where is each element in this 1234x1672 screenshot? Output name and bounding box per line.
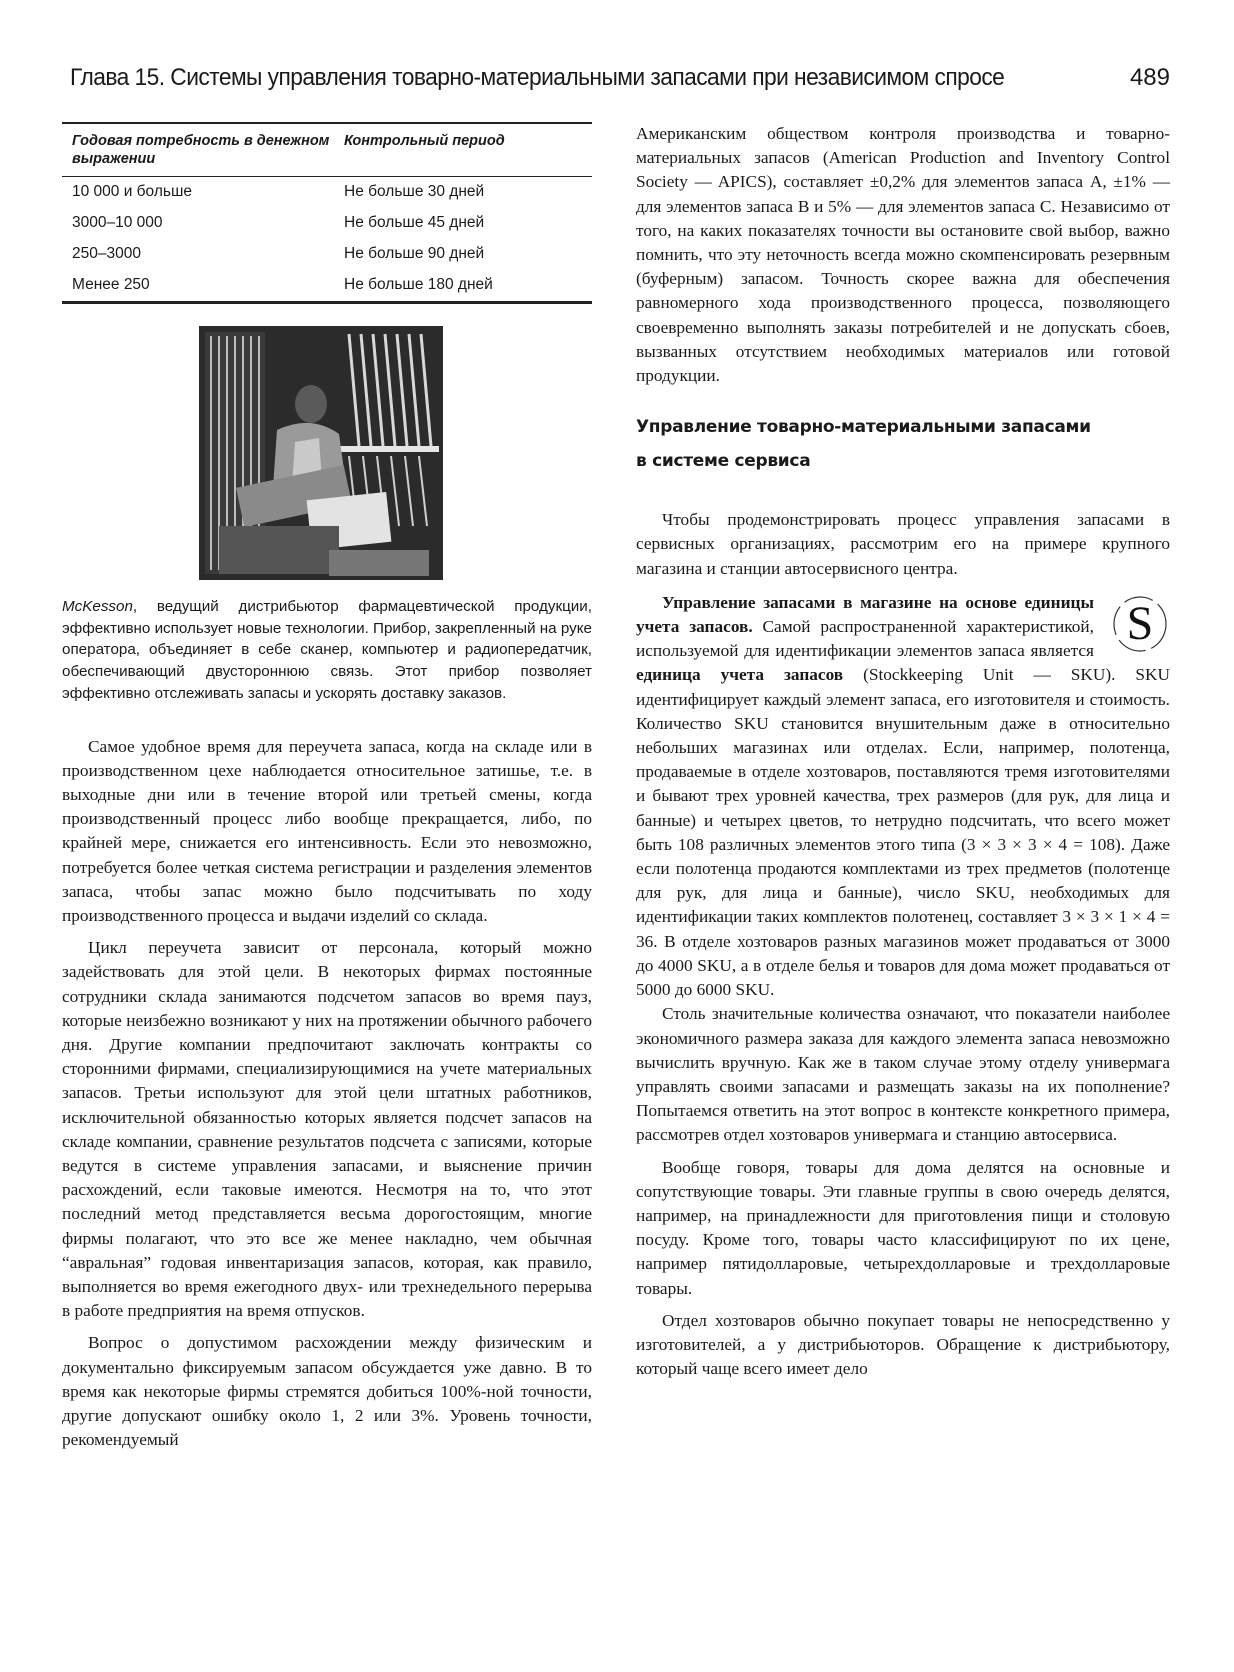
sku-lead: Управление запасами в магазине на основе единицы учета запасов. [636,592,1094,637]
chapter-title: Глава 15. Системы управления товарно-материальными запасами при независимом спросе [70,64,1005,91]
section-heading-line: в системе сервиса [636,451,811,472]
caption-company: McKesson [62,598,133,615]
table-header-period: Контрольный период [330,123,592,177]
table-row [62,177,592,209]
svg-text:S: S [1126,596,1154,650]
table-cell: Не больше 180 дней [344,276,493,293]
paragraph: Вопрос о допустимом расхождении между физическим и документально фиксируемым запасом обсуждается уже давно. В то время как некоторые фирмы стремятся добиться 100%-ной точности, другие допускают ошибку около 1, 2 или 3%. Уровень точности, рекомендуемый [62,1333,592,1450]
table-cell: Не больше 90 дней [344,245,485,262]
page-header [70,64,1170,104]
table-cell: 250–3000 [72,245,141,262]
table-cell: Менее 250 [72,276,150,293]
caption-text: , ведущий дистрибьютор фармацевтической продукции, эффективно использует новые технологии. Прибор, закрепленный на руке оператора, объединяет в себе сканер, компьютер и радиопередатчик, обеспечивающий двустороннюю связь. Этот прибор позволяет эффективно отслеживать запасы и ускорять доставку заказов. [62,598,592,702]
left-column [62,122,592,1452]
paragraph: Вообще говоря, товары для дома делятся на основные и сопутствующие товары. Эти главные группы в свою очередь делятся, например, на принадлежности для приготовления пищи и столовую посуду. Кроме того, товары часто классифицируют по их цене, например пятидолларовые, четырехдолларовые и трехдолларовые товары. [636,1157,1170,1298]
photo-caption [62,596,592,705]
table-cell: Не больше 45 дней [344,214,485,231]
paragraph: Американским обществом контроля производства и товарно-материальных запасов (American Production and Inventory Control Society — APICS), составляет ±0,2% для элементов запаса A, ±1% — для элементов запаса B и 5% — для элементов запаса C. Независимо от того, на каких показателях точности вы остановите свой выбор, важно помнить, что эту неточность всегда можно скомпенсировать резервным (буферным) запасом. Точность скорее важна для обеспечения равномерного хода производственного процесса, позволяющего своевременно выполнять заказы потребителей и не допускать сбоев, вызванных отсутствием необходимых материалов или готовой продукции. [636,124,1170,386]
table-row [62,208,592,239]
sku-section [636,591,1170,1002]
table-row [62,270,592,303]
dropcap-s-icon [1106,593,1170,655]
paragraph: Чтобы продемонстрировать процесс управления запасами в сервисных организациях, рассмотрим его на примере крупного магазина и станции автосервисного центра. [636,510,1170,578]
right-column [636,122,1170,1381]
paragraph: Самое удобное время для переучета запаса, когда на складе или в производственном цехе наблюдается относительное затишье, т.е. в выходные дни или в течение второй или третьей смены, когда производственный процесс либо вообще прекращается, либо, по крайней мере, снижается его интенсивность. Если это невозможно, потребуется более четкая система регистрации и разделения элементов запаса, чтобы запас можно было подсчитывать по ходу производственного процесса и выдачи изделий со склада. [62,736,592,925]
right-body-text [636,508,1170,1381]
section-heading-line: Управление товарно-материальными запасами [636,417,1091,438]
left-body-text [62,735,592,1453]
section-heading [636,410,1170,478]
table-cell: 3000–10 000 [72,214,163,231]
warehouse-photo [199,326,443,580]
sku-text: (Stockkeeping Unit — SKU). SKU идентифицирует каждый элемент запаса, его изготовителя и стоимость. Количество SKU становится внушительным даже в относительно небольших магазинах или отделах. Если, например, полотенца, продаваемые в отделе хозтоваров, поставляются тремя изготовителями и бывают трех уровней качества, трех размеров (для рук, для лица и банные) и четырех цветов, то нетрудно подсчитать, что всего может быть 108 различных элементов этого типа (3 × 3 × 3 × 4 = 108). Даже если полотенца продаются комплектами из трех предметов (полотенце для рук, для лица и банные), число SKU, необходимых для идентификации таких комплектов полотенец, составляет 3 × 3 × 1 × 4 = 36. В отделе хозтоваров разных магазинов может продаваться от 3000 до 4000 SKU, а в отделе белья и товаров для дома может продаваться от 5000 до 6000 SKU. [636,665,1170,1000]
sku-paragraph [636,591,1170,1002]
table-cell: 10 000 и больше [72,183,193,200]
table-row [62,239,592,270]
paragraph: Отдел хозтоваров обычно покупает товары не непосредственно у изготовителей, а у дистрибьюторов. Обращение к дистрибьютору, который чаще всего имеет дело [636,1310,1170,1379]
table-cell: Не больше 30 дней [344,183,485,200]
paragraph: Цикл переучета зависит от персонала, который можно задействовать для этой цели. В некоторых фирмах постоянные сотрудники склада занимаются подсчетом запасов во время пауз, которые неизбежно возникают у них на протяжении обычного рабочего дня. Другие компании предпочитают заключать контракты со сторонними фирмами, специализирующимися на учете материальных запасов. Третьи используют для этой цели штатных работников, исключительной обязанностью которых является подсчет запасов на складе компании, сравнение результатов подсчета с записями, которые ведутся в системе управления запасами, и выяснение причин расхождений, если таковые имеются. Несмотря на то, что этот последний метод представляется весьма дорогостоящим, многие фирмы полагают, что это все же менее накладно, чем обычная “авральная” годовая инвентаризация запасов, которая, как правило, выполняется во время ежегодного двух- или трехнедельного перерыва в работе предприятия на время отпусков. [62,938,592,1321]
table-header-demand: Годовая потребность в денежном выражении [62,123,330,177]
sku-text: Самой распространенной характеристикой, используемой для идентификации элементов запаса является [636,617,1094,661]
table-header-row [62,123,592,177]
sku-term: единица учета запасов [636,665,844,685]
page-number: 489 [1129,64,1170,91]
right-body-text-top [636,122,1170,388]
paragraph: Столь значительные количества означают, что показатели наиболее экономичного размера заказа для каждого элемента запаса невозможно вычислить вручную. Как же в таком случае этому отделу универмага управлять своими запасами и размещать заказы на их пополнение? Попытаемся ответить на этот вопрос в контексте конкретного примера, рассмотрев отдел хозтоваров универмага и станцию автосервиса. [636,1004,1170,1145]
cycle-count-table [62,122,592,304]
